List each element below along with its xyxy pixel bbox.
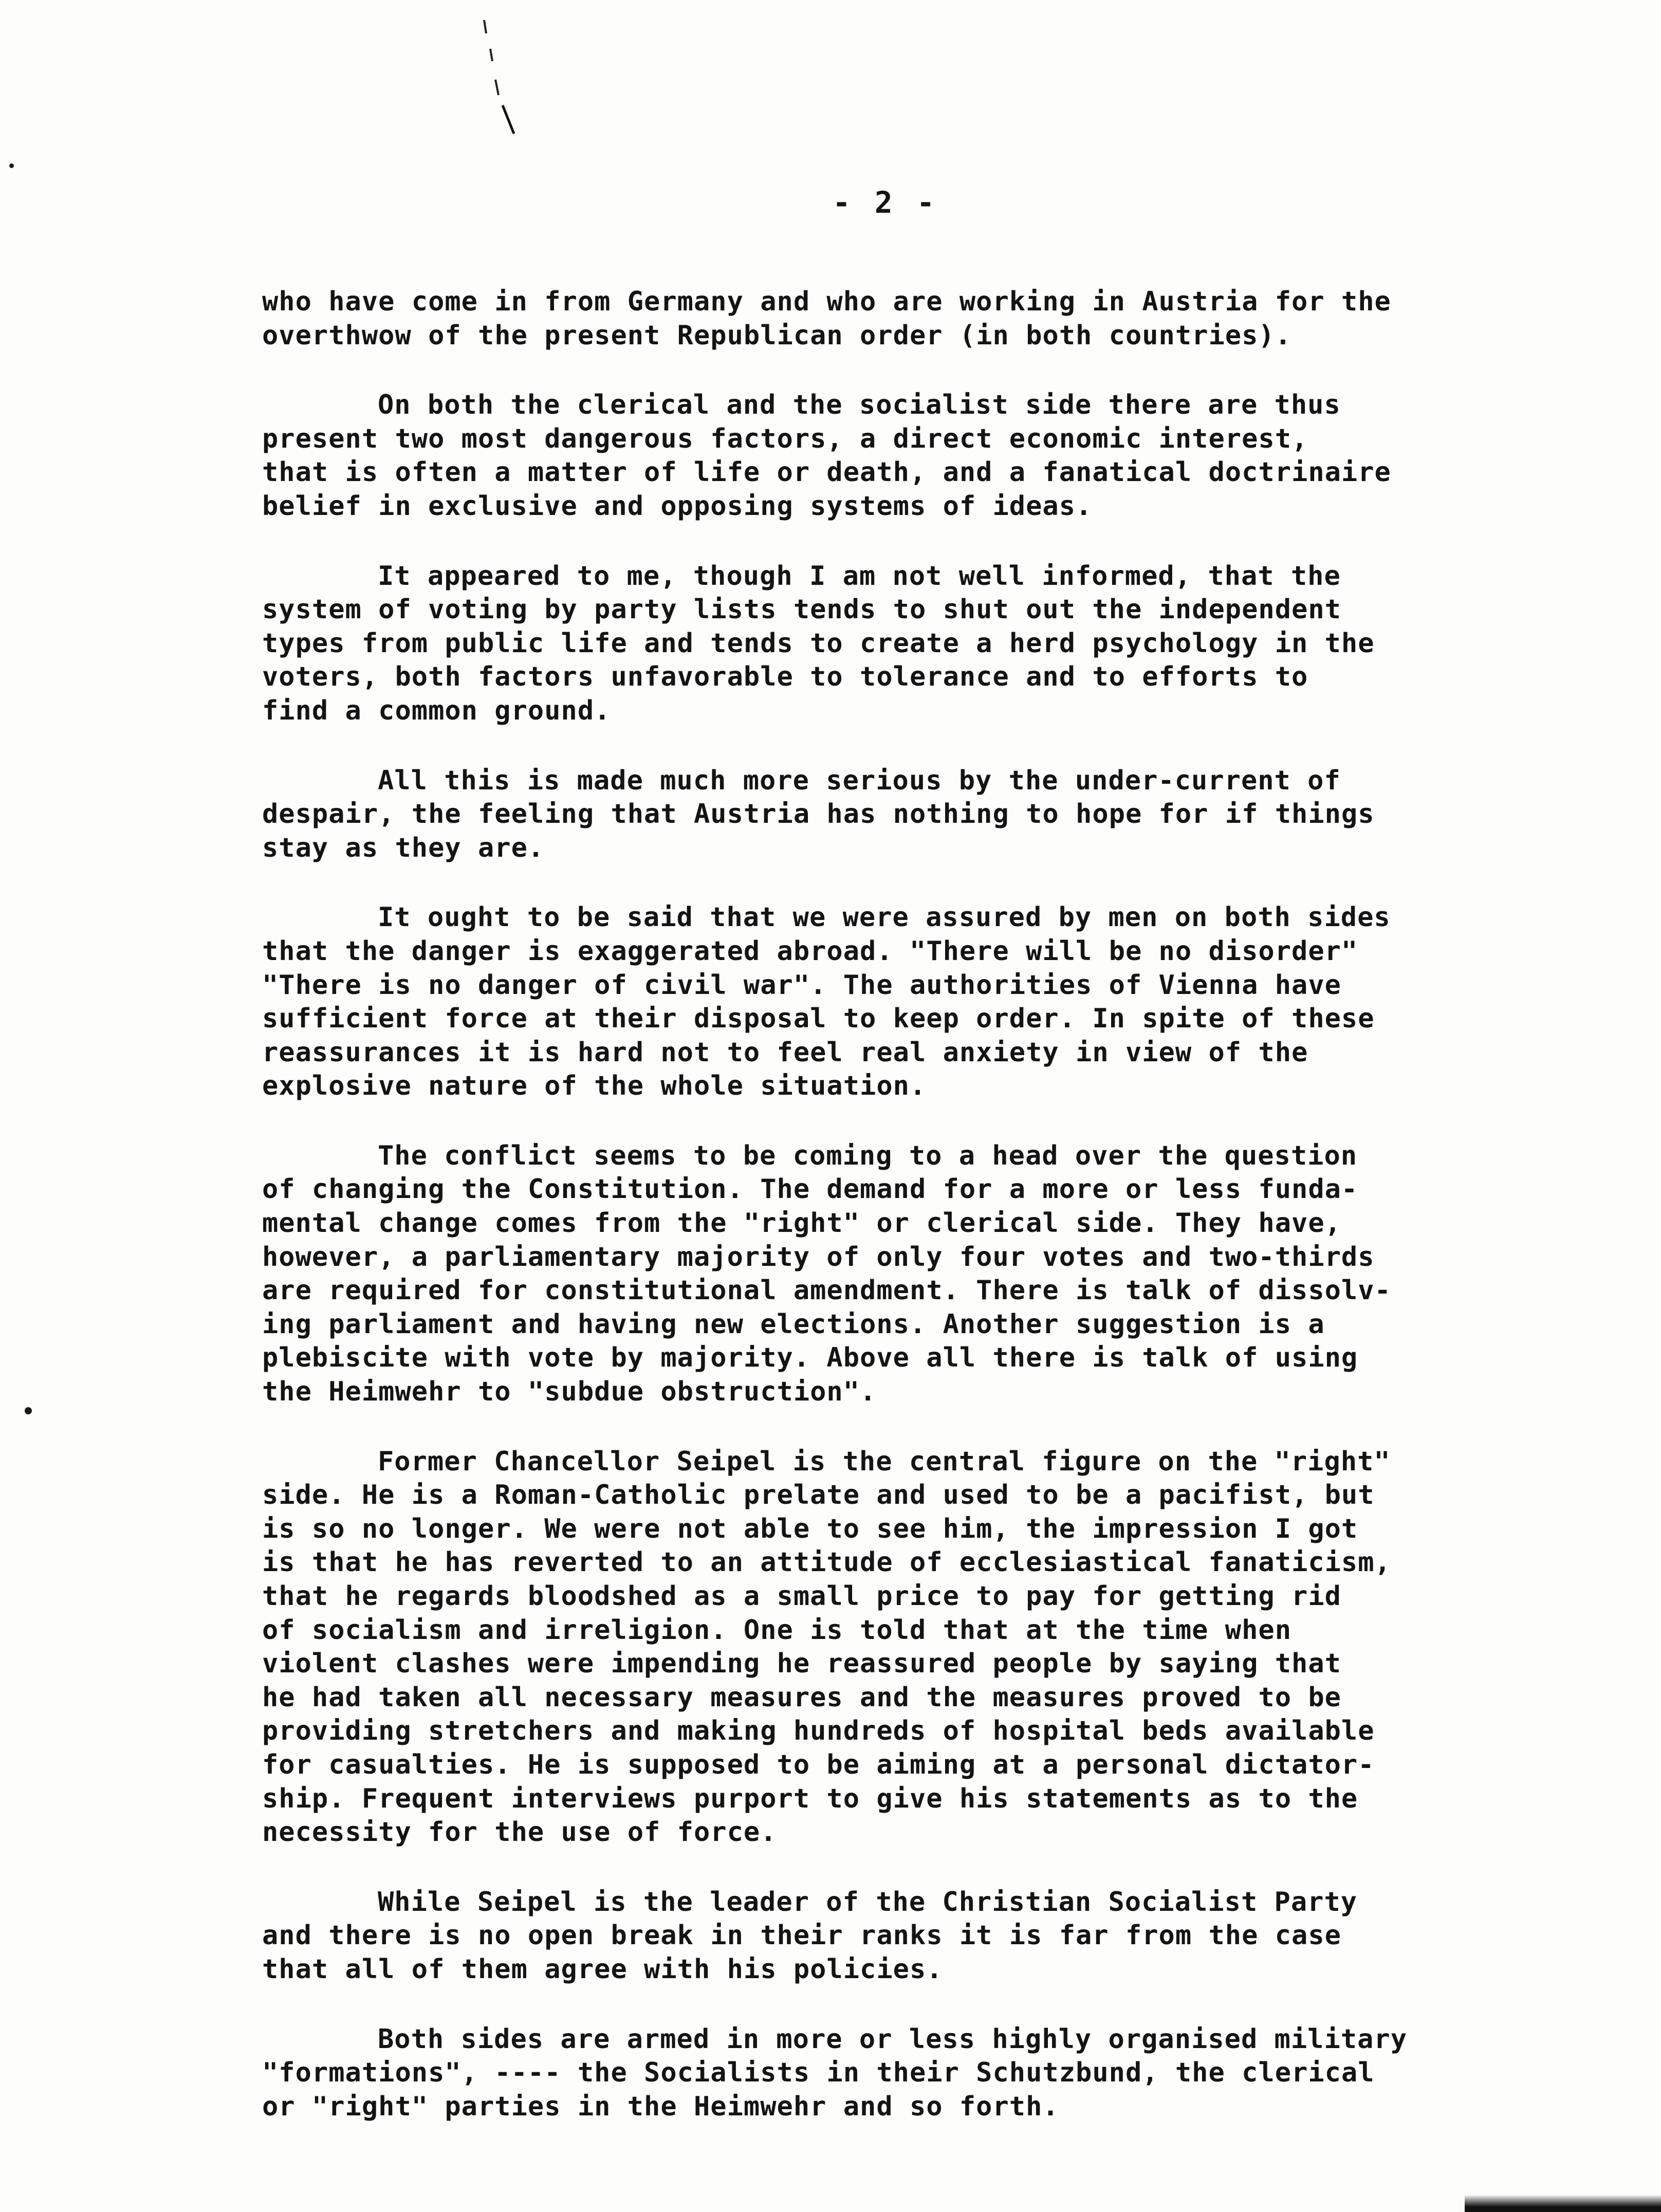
text-line: is that he has reverted to an attitude of ecclesiastical fanaticism, <box>262 1547 1391 1578</box>
margin-speck <box>25 1407 32 1414</box>
text-line: providing stretchers and making hundreds of hospital beds available <box>262 1716 1375 1747</box>
text-line: are required for constitutional amendment. There is talk of dissolv- <box>262 1275 1391 1306</box>
text-line: necessity for the use of force. <box>262 1817 777 1848</box>
paragraph <box>262 1445 1578 1850</box>
text-line: ship. Frequent interviews purport to give his statements as to the <box>262 1783 1358 1814</box>
text-line: Both sides are armed in more or less highly organised military <box>378 2023 1408 2055</box>
paragraph <box>262 764 1578 865</box>
text-line: side. He is a Roman-Catholic prelate and used to be a pacifist, but <box>262 1480 1375 1511</box>
text-line: mental change comes from the "right" or clerical side. They have, <box>262 1208 1341 1239</box>
text-line: who have come in from Germany and who are working in Austria for the <box>262 286 1391 317</box>
text-line: the Heimwehr to "subdue obstruction". <box>262 1376 877 1408</box>
text-line: types from public life and tends to create a herd psychology in the <box>262 628 1375 659</box>
text-line: explosive nature of the whole situation. <box>262 1071 927 1102</box>
text-line: It ought to be said that we were assured by men on both sides <box>378 902 1391 933</box>
text-line: despair, the feeling that Austria has nothing to hope for if things <box>262 799 1375 830</box>
page-number: - 2 - <box>833 185 938 220</box>
paragraph <box>262 2023 1578 2124</box>
paragraph <box>262 1139 1578 1409</box>
text-line: While Seipel is the leader of the Christian Socialist Party <box>378 1886 1358 1918</box>
text-line: however, a parliamentary majority of only four votes and two-thirds <box>262 1241 1375 1273</box>
paragraph <box>262 1886 1578 1987</box>
text-line: Former Chancellor Seipel is the central figure on the "right" <box>378 1446 1391 1477</box>
text-line: It appeared to me, though I am not well informed, that the <box>378 560 1341 592</box>
scan-edge-shadow <box>1465 2195 1661 2212</box>
text-line: of socialism and irreligion. One is told that at the time when <box>262 1614 1292 1646</box>
text-line: present two most dangerous factors, a direct economic interest, <box>262 423 1308 454</box>
text-line: find a common ground. <box>262 695 611 726</box>
paragraph <box>262 560 1578 728</box>
pen-mark <box>483 18 519 136</box>
text-line: All this is made much more serious by the under-current of <box>378 765 1341 796</box>
text-line: "formations", ---- the Socialists in their Schutzbund, the clerical <box>262 2057 1375 2089</box>
text-line: "There is no danger of civil war". The authorities of Vienna have <box>262 969 1341 1001</box>
margin-speck <box>9 163 14 168</box>
text-line: and there is no open break in their ranks it is far from the case <box>262 1920 1341 1951</box>
text-line: The conflict seems to be coming to a head over the question <box>378 1140 1358 1171</box>
text-line: is so no longer. We were not able to see him, the impression I got <box>262 1513 1358 1544</box>
text-line: belief in exclusive and opposing systems of ideas. <box>262 490 1093 522</box>
text-line: sufficient force at their disposal to keep order. In spite of these <box>262 1003 1375 1035</box>
text-line: On both the clerical and the socialist side there are thus <box>378 390 1341 421</box>
text-line: violent clashes were impending he reassured people by saying that <box>262 1648 1341 1680</box>
text-line: that he regards bloodshed as a small price to pay for getting rid <box>262 1581 1341 1612</box>
text-line: stay as they are. <box>262 832 545 863</box>
text-line: of changing the Constitution. The demand for a more or less funda- <box>262 1174 1358 1205</box>
text-line: system of voting by party lists tends to shut out the independent <box>262 594 1341 625</box>
text-line: that is often a matter of life or death, and a fanatical doctrinaire <box>262 457 1391 488</box>
text-line: he had taken all necessary measures and the measures proved to be <box>262 1682 1341 1713</box>
paragraph <box>262 389 1578 523</box>
paragraph <box>262 901 1578 1103</box>
text-line: that the danger is exaggerated abroad. "There will be no disorder" <box>262 935 1358 967</box>
paragraph <box>262 285 1578 353</box>
text-line: voters, both factors unfavorable to tolerance and to efforts to <box>262 661 1308 693</box>
text-line: plebiscite with vote by majority. Above all there is talk of using <box>262 1342 1358 1374</box>
letter-body <box>262 285 1578 2160</box>
text-line: or "right" parties in the Heimwehr and so forth. <box>262 2091 1059 2122</box>
text-line: that all of them agree with his policies. <box>262 1953 943 1985</box>
text-line: overthwow of the present Republican order (in both countries). <box>262 320 1292 351</box>
text-line: for casualties. He is supposed to be aiming at a personal dictator- <box>262 1749 1375 1780</box>
text-line: reassurances it is hard not to feel real anxiety in view of the <box>262 1037 1308 1068</box>
text-line: ing parliament and having new elections. Another suggestion is a <box>262 1308 1325 1340</box>
